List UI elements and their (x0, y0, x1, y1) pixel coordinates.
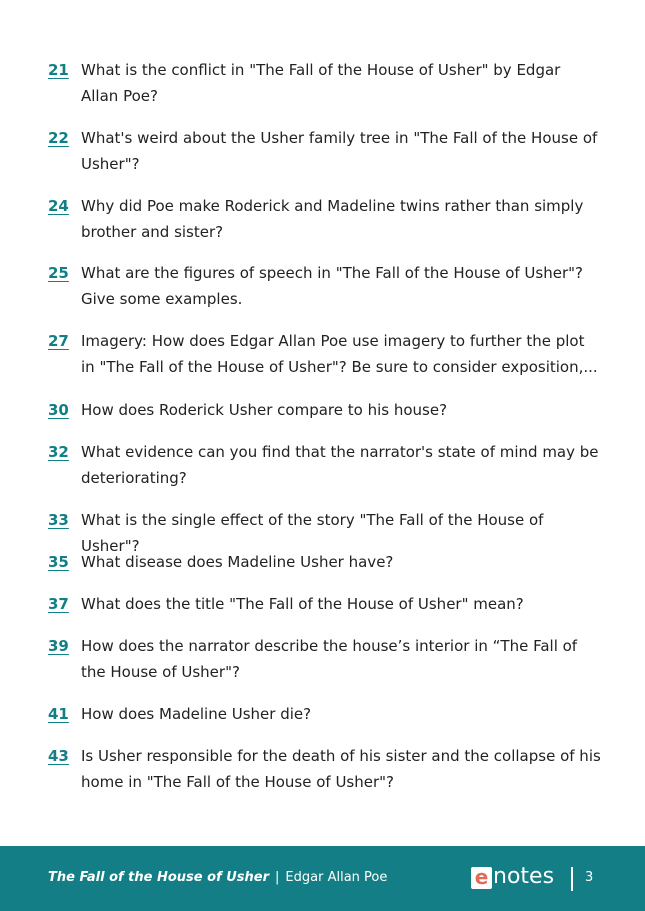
page-link[interactable]: 21 (48, 61, 69, 79)
page-link[interactable]: 35 (48, 553, 69, 571)
page-link[interactable]: 33 (48, 511, 69, 529)
footer-divider (571, 867, 573, 891)
page-link[interactable]: 25 (48, 264, 69, 282)
author-name: Edgar Allan Poe (285, 870, 388, 885)
question-text[interactable]: What evidence can you find that the narrator's state of mind may be deteriorating? (81, 443, 599, 487)
page-link[interactable]: 24 (48, 197, 69, 215)
question-text[interactable]: What's weird about the Usher family tree in "The Fall of the House of Usher"? (81, 129, 598, 173)
footer-title (48, 870, 387, 886)
logo-text: notes (493, 864, 555, 889)
page-link[interactable]: 41 (48, 705, 69, 723)
page-link[interactable]: 39 (48, 637, 69, 655)
page-link[interactable]: 22 (48, 129, 69, 147)
title-separator: | (275, 870, 280, 885)
question-text[interactable]: How does the narrator describe the house’s interior in “The Fall of the House of Usher"? (81, 637, 578, 681)
question-text[interactable]: Why did Poe make Roderick and Madeline twins rather than simply brother and sister? (81, 197, 584, 241)
question-text[interactable]: How does Madeline Usher die? (81, 705, 312, 723)
question-text[interactable]: Imagery: How does Edgar Allan Poe use imagery to further the plot in "The Fall of the House of Usher"? Be sure to consider exposition,... (81, 332, 598, 376)
page-link[interactable]: 30 (48, 401, 69, 419)
question-text[interactable]: What is the single effect of the story "The Fall of the House of Usher"? (81, 511, 544, 555)
page-link[interactable]: 27 (48, 332, 69, 350)
logo-e-icon: e (471, 867, 492, 889)
book-title: The Fall of the House of Usher (48, 870, 270, 885)
page-link[interactable]: 37 (48, 595, 69, 613)
page-number: 3 (585, 870, 594, 885)
page-link[interactable]: 43 (48, 747, 69, 765)
page-link[interactable]: 32 (48, 443, 69, 461)
question-text[interactable]: Is Usher responsible for the death of his sister and the collapse of his home in "The Fall of the House of Usher"? (81, 747, 601, 791)
question-text[interactable]: What are the figures of speech in "The Fall of the House of Usher"? Give some examples. (81, 264, 583, 308)
question-text[interactable]: What is the conflict in "The Fall of the House of Usher" by Edgar Allan Poe? (81, 61, 561, 105)
question-text[interactable]: What disease does Madeline Usher have? (81, 553, 394, 571)
question-text[interactable]: What does the title "The Fall of the House of Usher" mean? (81, 595, 524, 613)
page-footer (0, 846, 645, 911)
question-text[interactable]: How does Roderick Usher compare to his house? (81, 401, 448, 419)
